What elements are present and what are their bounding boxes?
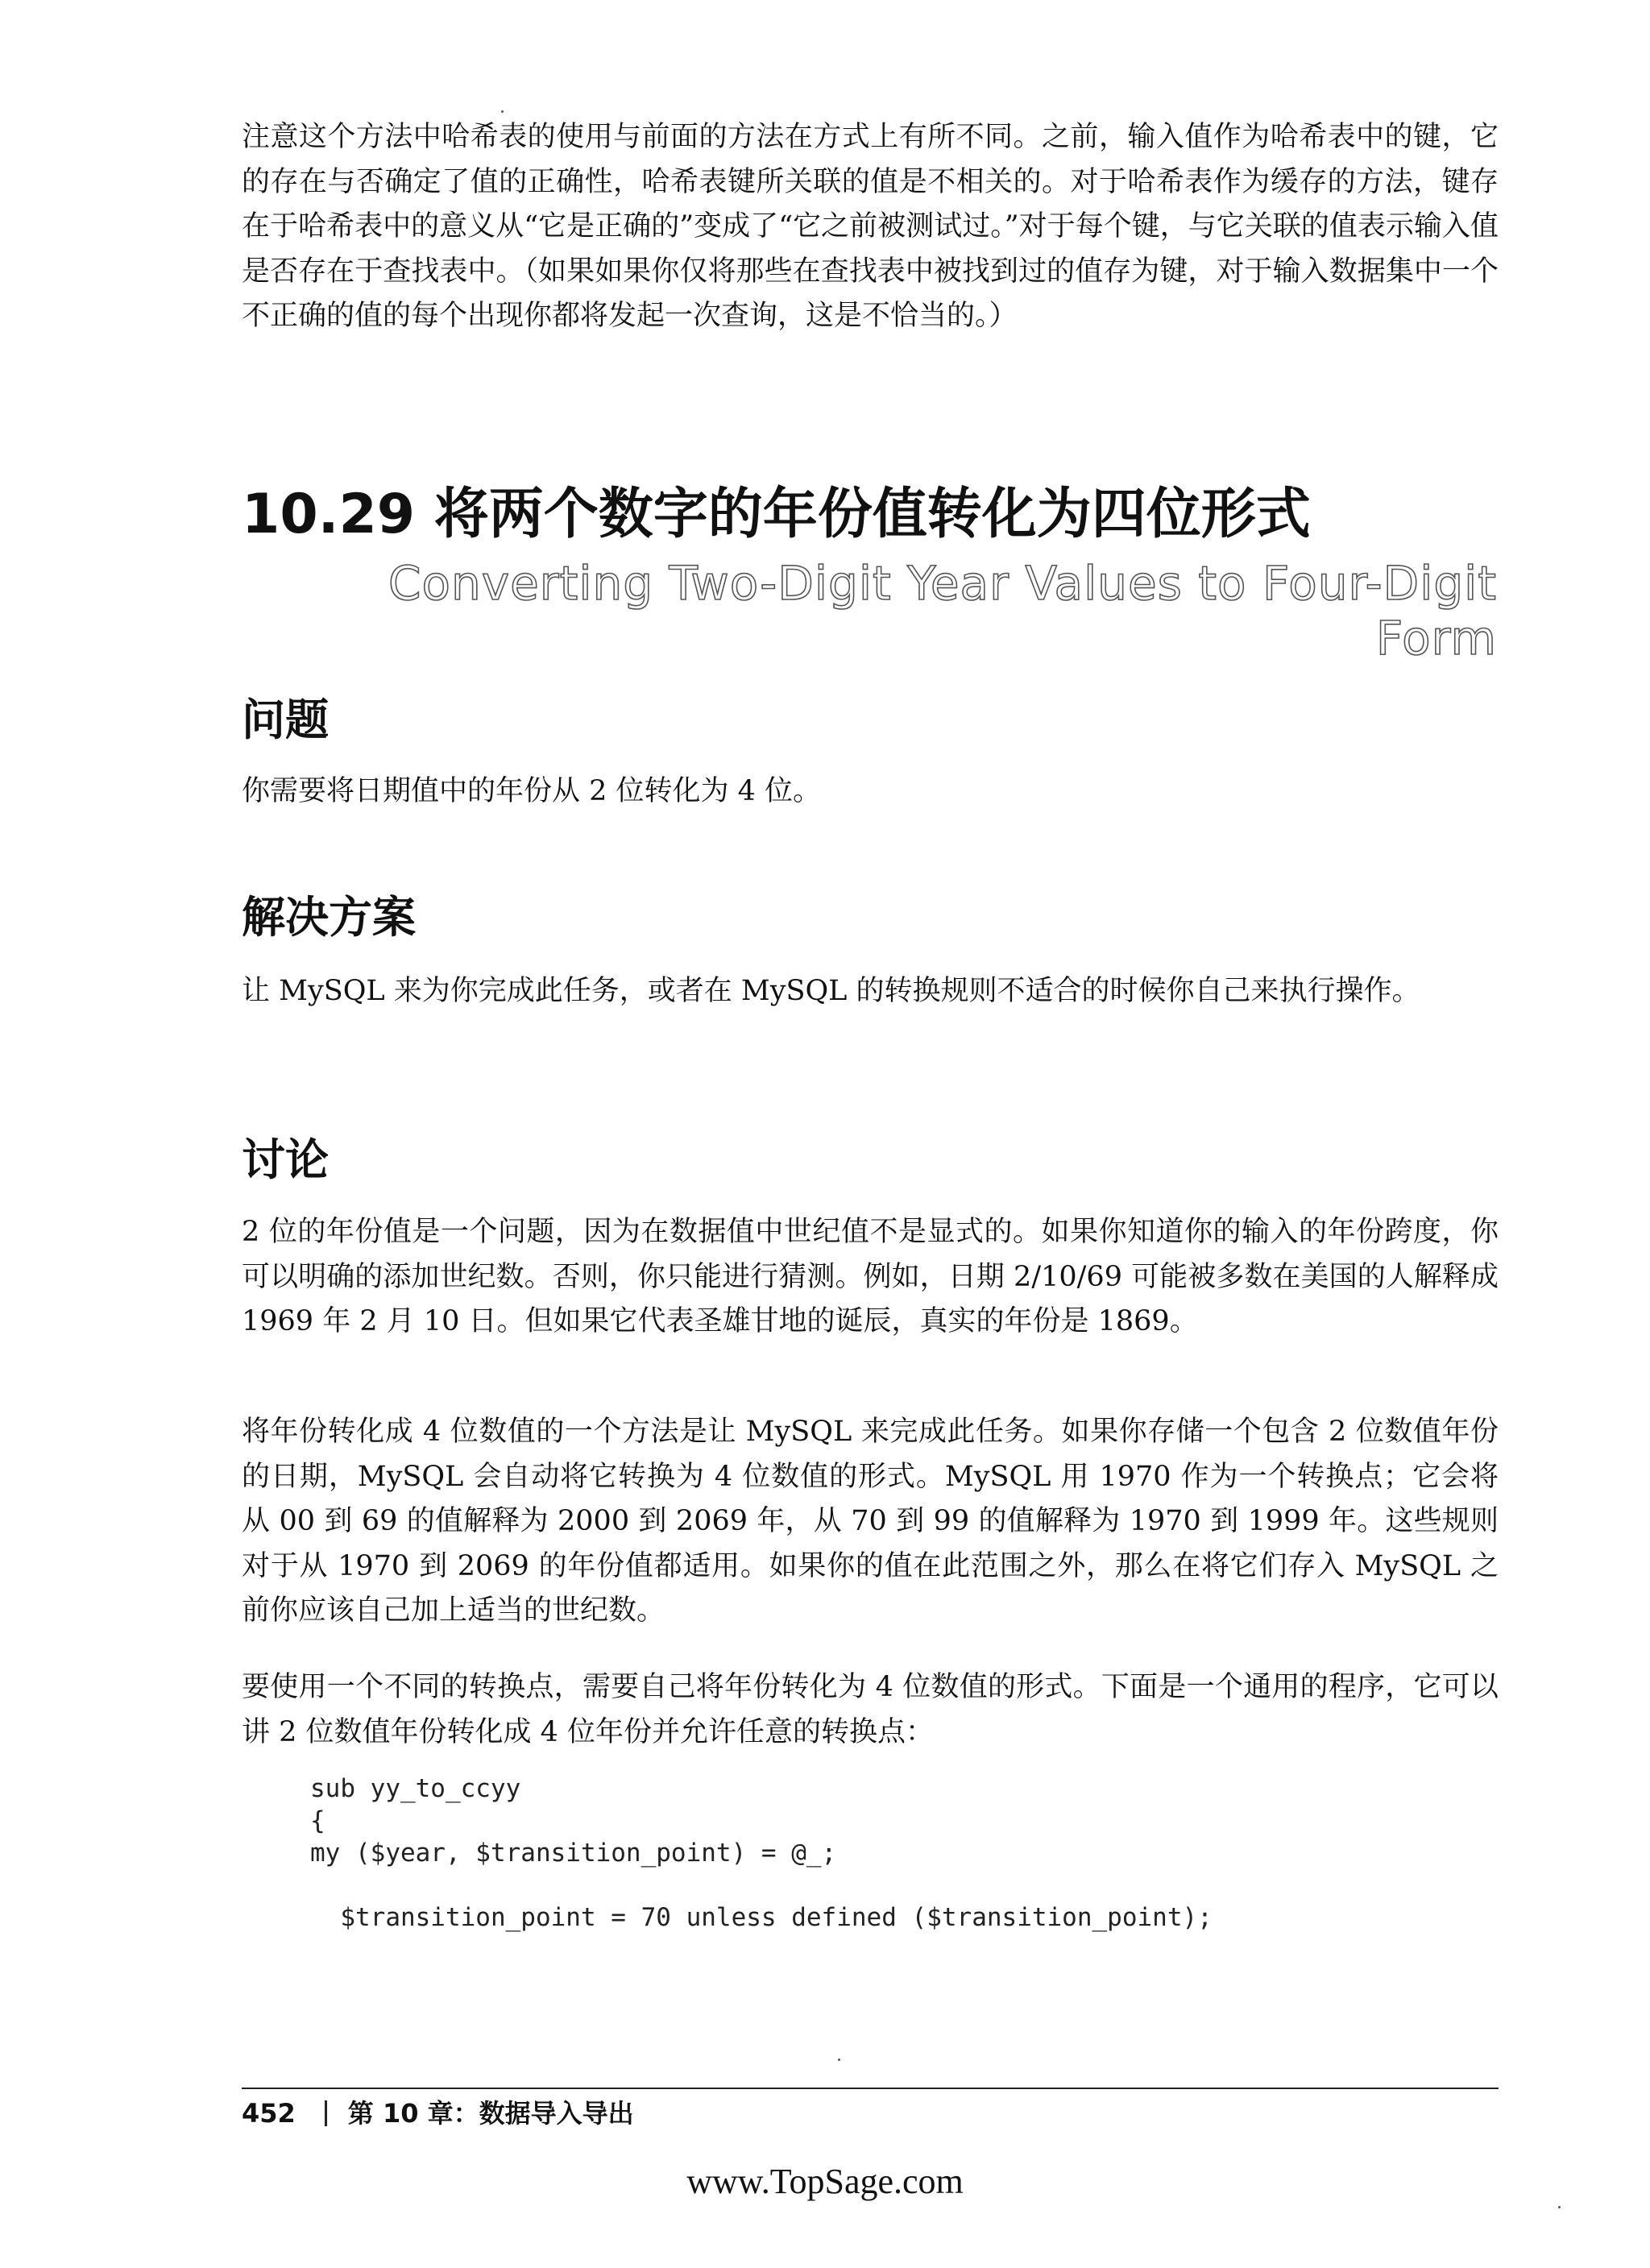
footer-divider	[242, 2088, 1499, 2089]
section-subtitle-english: Converting Two-Digit Year Values to Four-Digit Form	[388, 556, 1497, 665]
section-title: 10.29 将两个数字的年份值转化为四位形式	[242, 483, 1311, 546]
problem-text: 你需要将日期值中的年份从 2 位转化为 4 位。	[242, 775, 822, 807]
page-number: 452	[242, 2098, 296, 2129]
code-line: $transition_point = 70 unless defined ($transition_point);	[310, 1903, 1213, 1932]
watermark-url: www.TopSage.com	[686, 2162, 964, 2201]
scan-speck	[1558, 2206, 1561, 2208]
chapter-title: 第 10 章：数据导入导出	[347, 2098, 634, 2129]
code-line: {	[310, 1806, 325, 1835]
page-footer	[242, 2093, 634, 2133]
discussion-paragraph-2: 将年份转化成 4 位数值的一个方法是让 MySQL 来完成此任务。如果你存储一个包含 2 位数值年份的日期，MySQL 会自动将它转换为 4 位数值的形式。MySQL 用 1970 作为一个转换点；它会将从 00 到 69 的值解释为 2000 到 2069 年，从 70 到 99 的值解释为 1970 到 1999 年。这些规则对于从 1970 到 2069 的年份值都适用。如果你的值在此范围之外，那么在将它们存入 MySQL 之前你应该自己加上适当的世纪数。	[242, 1416, 1499, 1627]
solution-text: 让 MySQL 来为你完成此任务，或者在 MySQL 的转换规则不适合的时候你自己来执行操作。	[242, 975, 1420, 1007]
scan-speck	[838, 2059, 840, 2061]
scan-speck	[501, 110, 504, 113]
intro-paragraph: 注意这个方法中哈希表的使用与前面的方法在方式上有所不同。之前，输入值作为哈希表中的键，它的存在与否确定了值的正确性，哈希表键所关联的值是不相关的。对于哈希表作为缓存的方法，键存在于哈希表中的意义从“它是正确的”变成了“它之前被测试过。”对于每个键，与它关联的值表示输入值是否存在于查找表中。（如果如果你仅将那些在查找表中被找到过的值存为键，对于输入数据集中一个不正确的值的每个出现你都将发起一次查询，这是不恰当的。）	[242, 121, 1499, 332]
solution-heading: 解决方案	[242, 892, 416, 943]
discussion-paragraph-3: 要使用一个不同的转换点，需要自己将年份转化为 4 位数值的形式。下面是一个通用的程序，它可以讲 2 位数值年份转化成 4 位年份并允许任意的转换点：	[242, 1671, 1499, 1748]
problem-heading: 问题	[242, 694, 329, 745]
discussion-heading: 讨论	[242, 1134, 329, 1185]
footer-separator	[325, 2100, 327, 2126]
discussion-paragraph-1: 2 位的年份值是一个问题，因为在数据值中世纪值不是显式的。如果你知道你的输入的年份跨度，你可以明确的添加世纪数。否则，你只能进行猜测。例如，日期 2/10/69 可能被多数在美国的人解释成 1969 年 2 月 10 日。但如果它代表圣雄甘地的诞辰，真实的年份是 1869。	[242, 1216, 1499, 1337]
code-line: sub yy_to_ccyy	[310, 1774, 521, 1803]
code-line: my ($year, $transition_point) = @_;	[310, 1839, 837, 1868]
